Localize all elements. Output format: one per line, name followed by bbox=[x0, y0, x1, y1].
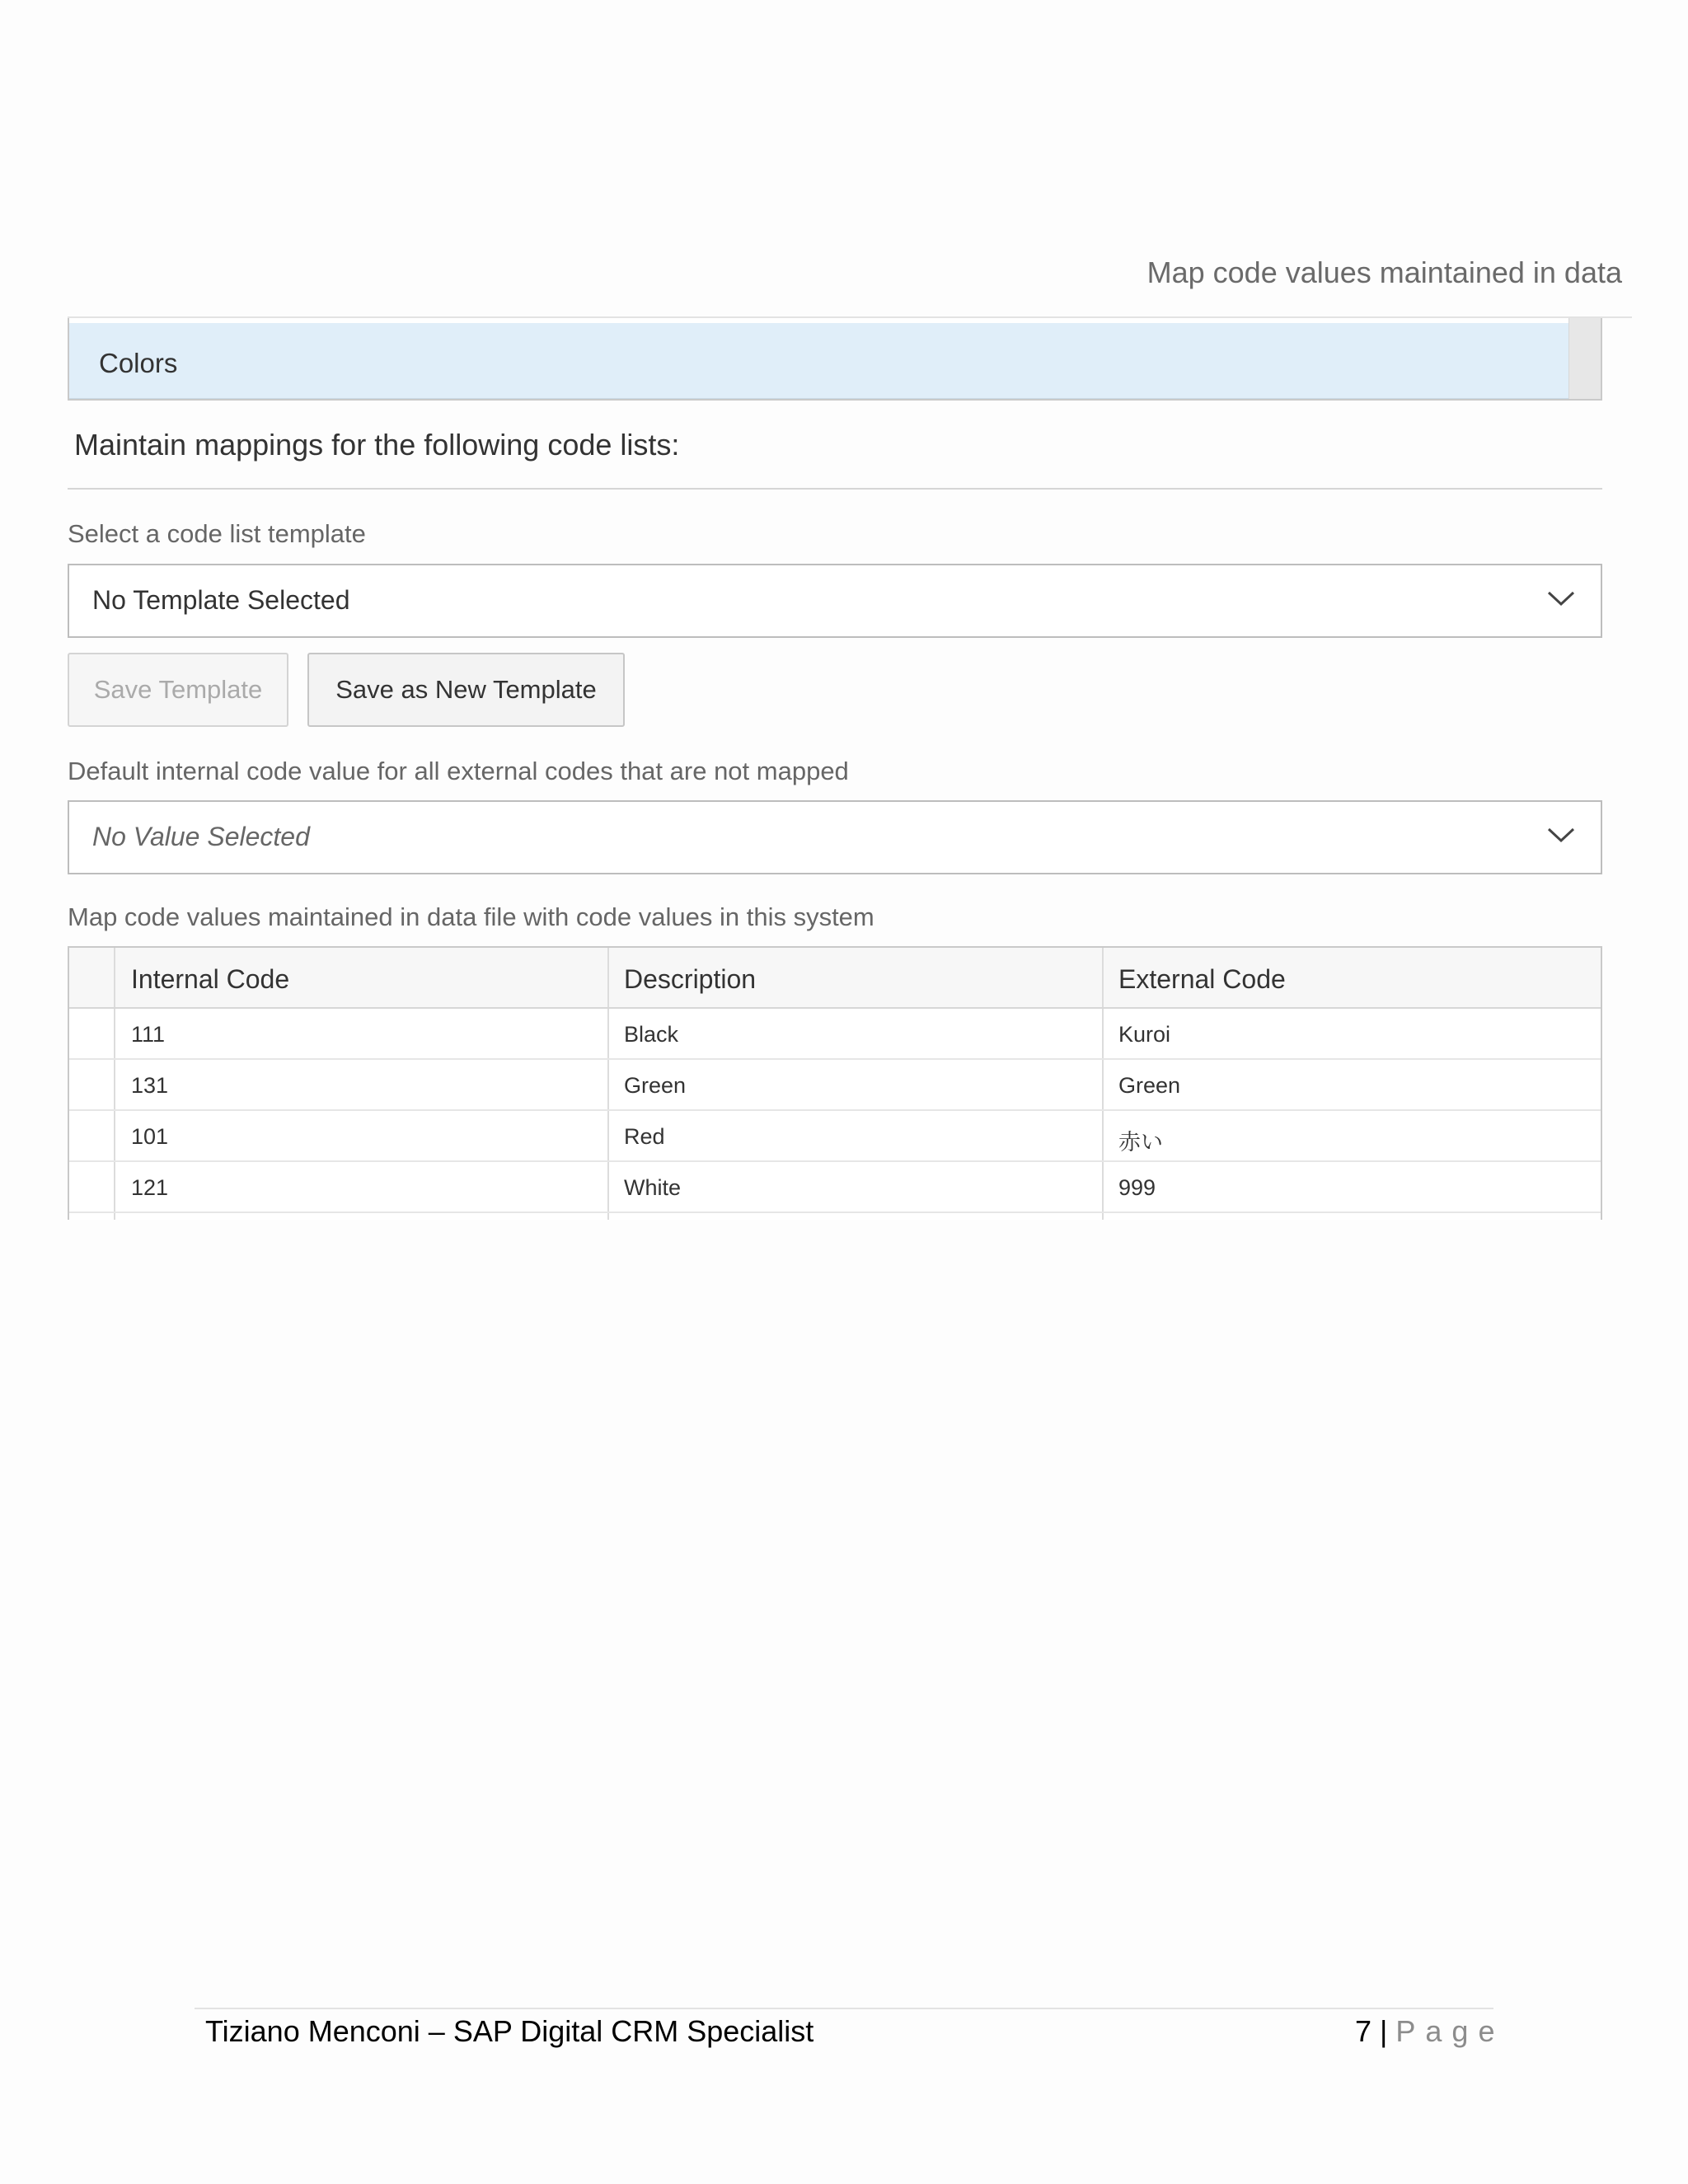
internal-code-cell: 121 bbox=[131, 1175, 169, 1200]
column-divider bbox=[607, 948, 609, 1007]
table-header-row bbox=[69, 948, 1601, 1009]
description-cell: Green bbox=[624, 1073, 687, 1098]
default-value-label: Default internal code value for all external codes that are not mapped bbox=[68, 757, 849, 785]
mapping-table-label: Map code values maintained in data file with code values in this system bbox=[68, 902, 874, 931]
column-header-internal-code[interactable]: Internal Code bbox=[131, 964, 290, 994]
column-divider bbox=[607, 1213, 609, 1220]
column-divider bbox=[1102, 1111, 1104, 1160]
template-dropdown-value: No Template Selected bbox=[92, 585, 350, 615]
column-divider bbox=[114, 1213, 115, 1220]
column-divider bbox=[1102, 1009, 1104, 1058]
table-row[interactable] bbox=[69, 1162, 1601, 1213]
column-header-description[interactable]: Description bbox=[624, 964, 757, 994]
page-word: Page bbox=[1395, 2014, 1505, 2048]
internal-code-cell: 131 bbox=[131, 1073, 169, 1098]
default-value-dropdown[interactable] bbox=[68, 800, 1602, 874]
description-cell: White bbox=[624, 1175, 682, 1200]
code-list-scrollbar[interactable] bbox=[1568, 318, 1601, 399]
internal-code-cell: 101 bbox=[131, 1124, 169, 1149]
chevron-down-icon bbox=[1546, 825, 1576, 845]
external-code-cell[interactable]: Green bbox=[1118, 1073, 1181, 1098]
column-divider bbox=[1102, 1060, 1104, 1109]
table-row-partial bbox=[69, 1213, 1601, 1220]
column-header-external-code[interactable]: External Code bbox=[1118, 964, 1286, 994]
column-divider bbox=[114, 948, 115, 1007]
footer-divider bbox=[195, 2008, 1493, 2009]
mapping-table bbox=[68, 946, 1602, 1220]
internal-code-cell: 111 bbox=[131, 1022, 166, 1047]
template-dropdown[interactable] bbox=[68, 564, 1602, 638]
code-list-item-colors[interactable] bbox=[69, 323, 1569, 399]
column-divider bbox=[607, 1162, 609, 1212]
column-divider bbox=[607, 1009, 609, 1058]
page-number: 7 bbox=[1355, 2014, 1372, 2048]
column-divider bbox=[114, 1060, 115, 1109]
code-list bbox=[68, 318, 1602, 401]
column-divider bbox=[114, 1162, 115, 1212]
description-cell: Red bbox=[624, 1124, 665, 1149]
section-heading: Maintain mappings for the following code lists: bbox=[74, 428, 680, 462]
column-divider bbox=[1102, 1162, 1104, 1212]
save-as-new-template-button[interactable]: Save as New Template bbox=[307, 653, 625, 727]
header-title: Map code values maintained in data bbox=[1146, 255, 1622, 289]
table-row[interactable] bbox=[69, 1060, 1601, 1111]
default-value-dropdown-value: No Value Selected bbox=[92, 822, 310, 851]
footer-page-number bbox=[1355, 2014, 1504, 2049]
column-divider bbox=[607, 1111, 609, 1160]
external-code-cell[interactable]: 999 bbox=[1118, 1175, 1156, 1200]
code-list-item-label: Colors bbox=[99, 348, 178, 378]
description-cell: Black bbox=[624, 1022, 679, 1047]
column-divider bbox=[1102, 948, 1104, 1007]
column-divider bbox=[114, 1009, 115, 1058]
save-template-button[interactable]: Save Template bbox=[68, 653, 288, 727]
top-header bbox=[68, 247, 1632, 318]
column-divider bbox=[1102, 1213, 1104, 1220]
column-divider bbox=[607, 1060, 609, 1109]
external-code-cell[interactable]: Kuroi bbox=[1118, 1022, 1171, 1047]
template-label: Select a code list template bbox=[68, 519, 366, 548]
page-separator: | bbox=[1380, 2014, 1388, 2048]
section-divider bbox=[68, 488, 1602, 490]
table-row[interactable] bbox=[69, 1111, 1601, 1162]
external-code-cell[interactable]: 赤い bbox=[1118, 1130, 1163, 1155]
column-divider bbox=[114, 1111, 115, 1160]
chevron-down-icon bbox=[1546, 588, 1576, 608]
footer-author: Tiziano Menconi – SAP Digital CRM Specialist bbox=[205, 2014, 814, 2048]
table-row[interactable] bbox=[69, 1009, 1601, 1060]
